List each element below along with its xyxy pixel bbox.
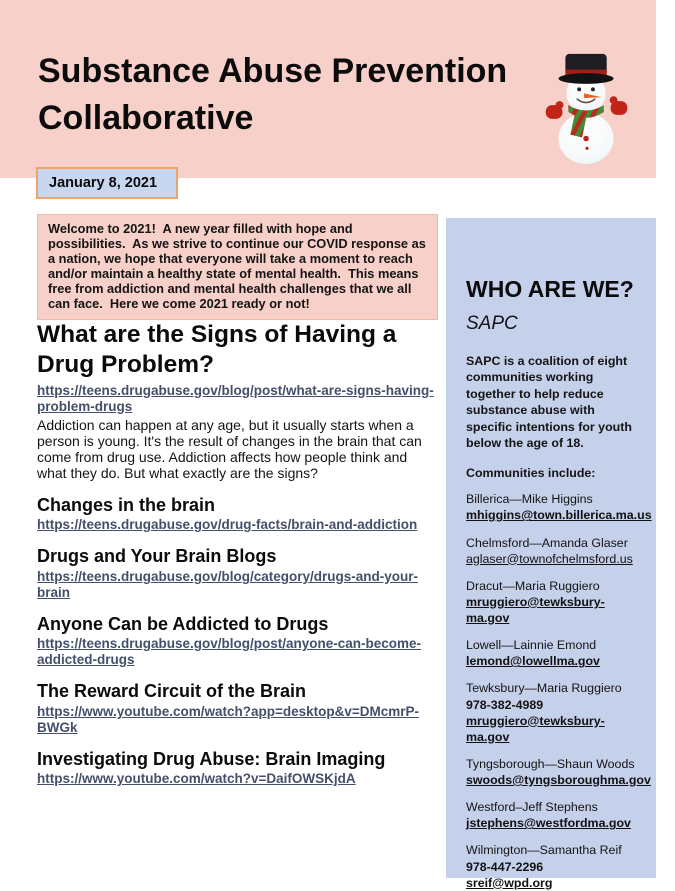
snowman-icon [530, 50, 648, 168]
contact-email-link[interactable]: mruggiero@tewksbury-ma.gov [466, 594, 605, 625]
communities-label: Communities include: [466, 466, 596, 481]
contact-phone: 978-382-4989 [466, 697, 544, 712]
contact-email-link[interactable]: aglaser@townofchelmsford.us [466, 551, 633, 566]
contact-name: Westford–Jeff Stephens [466, 800, 598, 815]
contact-email-link[interactable]: lemond@lowellma.gov [466, 654, 600, 669]
article-section [37, 495, 439, 534]
main-article-column [37, 320, 439, 787]
section-link[interactable]: https://www.youtube.com/watch?v=DaifOWSKjdA [37, 771, 356, 787]
contact-entry [466, 842, 640, 890]
sidebar-subtitle: SAPC [466, 313, 518, 334]
contact-entry [466, 578, 640, 626]
lead-article-body: Addiction can happen at any age, but it usually starts when a person is young. It's the result of changes in the brain that can come from drug use. Addiction affects how people think and what they do. But what exactly are the signs? [37, 416, 422, 482]
who-are-we-sidebar [446, 218, 656, 890]
section-title: Drugs and Your Brain Blogs [37, 546, 277, 567]
section-link[interactable]: https://teens.drugabuse.gov/drug-facts/brain-and-addiction [37, 517, 418, 533]
lead-article-link[interactable]: https://teens.drugabuse.gov/blog/post/what-are-signs-having-problem-drugs [37, 382, 434, 414]
newsletter-title: Substance Abuse Prevention Collaborative [38, 52, 508, 137]
contact-phone: 978-447-2296 [466, 859, 544, 874]
contact-entry [466, 756, 651, 788]
contact-email-link[interactable]: jstephens@westfordma.gov [466, 816, 631, 831]
date-badge [36, 167, 178, 199]
contact-name: Chelmsford—Amanda Glaser [466, 535, 628, 550]
contact-entry [466, 680, 640, 745]
article-section [37, 614, 439, 669]
section-link[interactable]: https://teens.drugabuse.gov/blog/post/anyone-can-become-addicted-drugs [37, 636, 422, 668]
lead-article-title: What are the Signs of Having a Drug Problem? [37, 321, 397, 378]
masthead [0, 0, 656, 178]
contact-email-link[interactable]: sreif@wpd.org [466, 875, 553, 890]
contact-name: Tewksbury—Maria Ruggiero [466, 681, 622, 696]
section-title: Changes in the brain [37, 494, 216, 515]
section-title: The Reward Circuit of the Brain [37, 681, 307, 702]
article-section [37, 546, 439, 601]
contact-name: Lowell—Lainnie Emond [466, 638, 597, 653]
article-section [37, 749, 439, 788]
section-link[interactable]: https://teens.drugabuse.gov/blog/category/drugs-and-your-brain [37, 568, 419, 600]
section-link[interactable]: https://www.youtube.com/watch?app=desktop&v=DMcmrP-BWGk [37, 703, 420, 735]
contact-entry [466, 491, 652, 523]
welcome-box: Welcome to 2021! A new year filled with hope and possibilities. As we strive to continue our COVID response as a nation, we hope that everyone will take a moment to reach and/or maintain a healthy state of mental health. This means free from addiction and mental health challenges that we all can face. Here we come 2021 ready or not! [37, 214, 438, 320]
contact-name: Dracut—Maria Ruggiero [466, 578, 600, 593]
issue-date: January 8, 2021 [49, 175, 158, 191]
contact-name: Wilmington—Samantha Reif [466, 843, 622, 858]
sidebar-title: WHO ARE WE? [466, 276, 634, 302]
contact-name: Tyngsborough—Shaun Woods [466, 756, 635, 771]
contact-email-link[interactable]: mruggiero@tewksbury-ma.gov [466, 713, 605, 744]
article-section [37, 681, 439, 736]
sidebar-description: SAPC is a coalition of eight communities working together to help reduce substance abuse with specific intentions for youth below the age of 18. [466, 354, 632, 450]
contact-email-link[interactable]: mhiggins@town.billerica.ma.us [466, 508, 652, 523]
contact-email-link[interactable]: swoods@tyngsboroughma.gov [466, 773, 651, 787]
contact-entry [466, 799, 640, 831]
section-title: Anyone Can be Addicted to Drugs [37, 613, 329, 634]
section-title: Investigating Drug Abuse: Brain Imaging [37, 748, 386, 769]
contact-name: Billerica—Mike Higgins [466, 492, 593, 507]
contact-entry [466, 535, 640, 567]
contact-entry [466, 637, 640, 669]
